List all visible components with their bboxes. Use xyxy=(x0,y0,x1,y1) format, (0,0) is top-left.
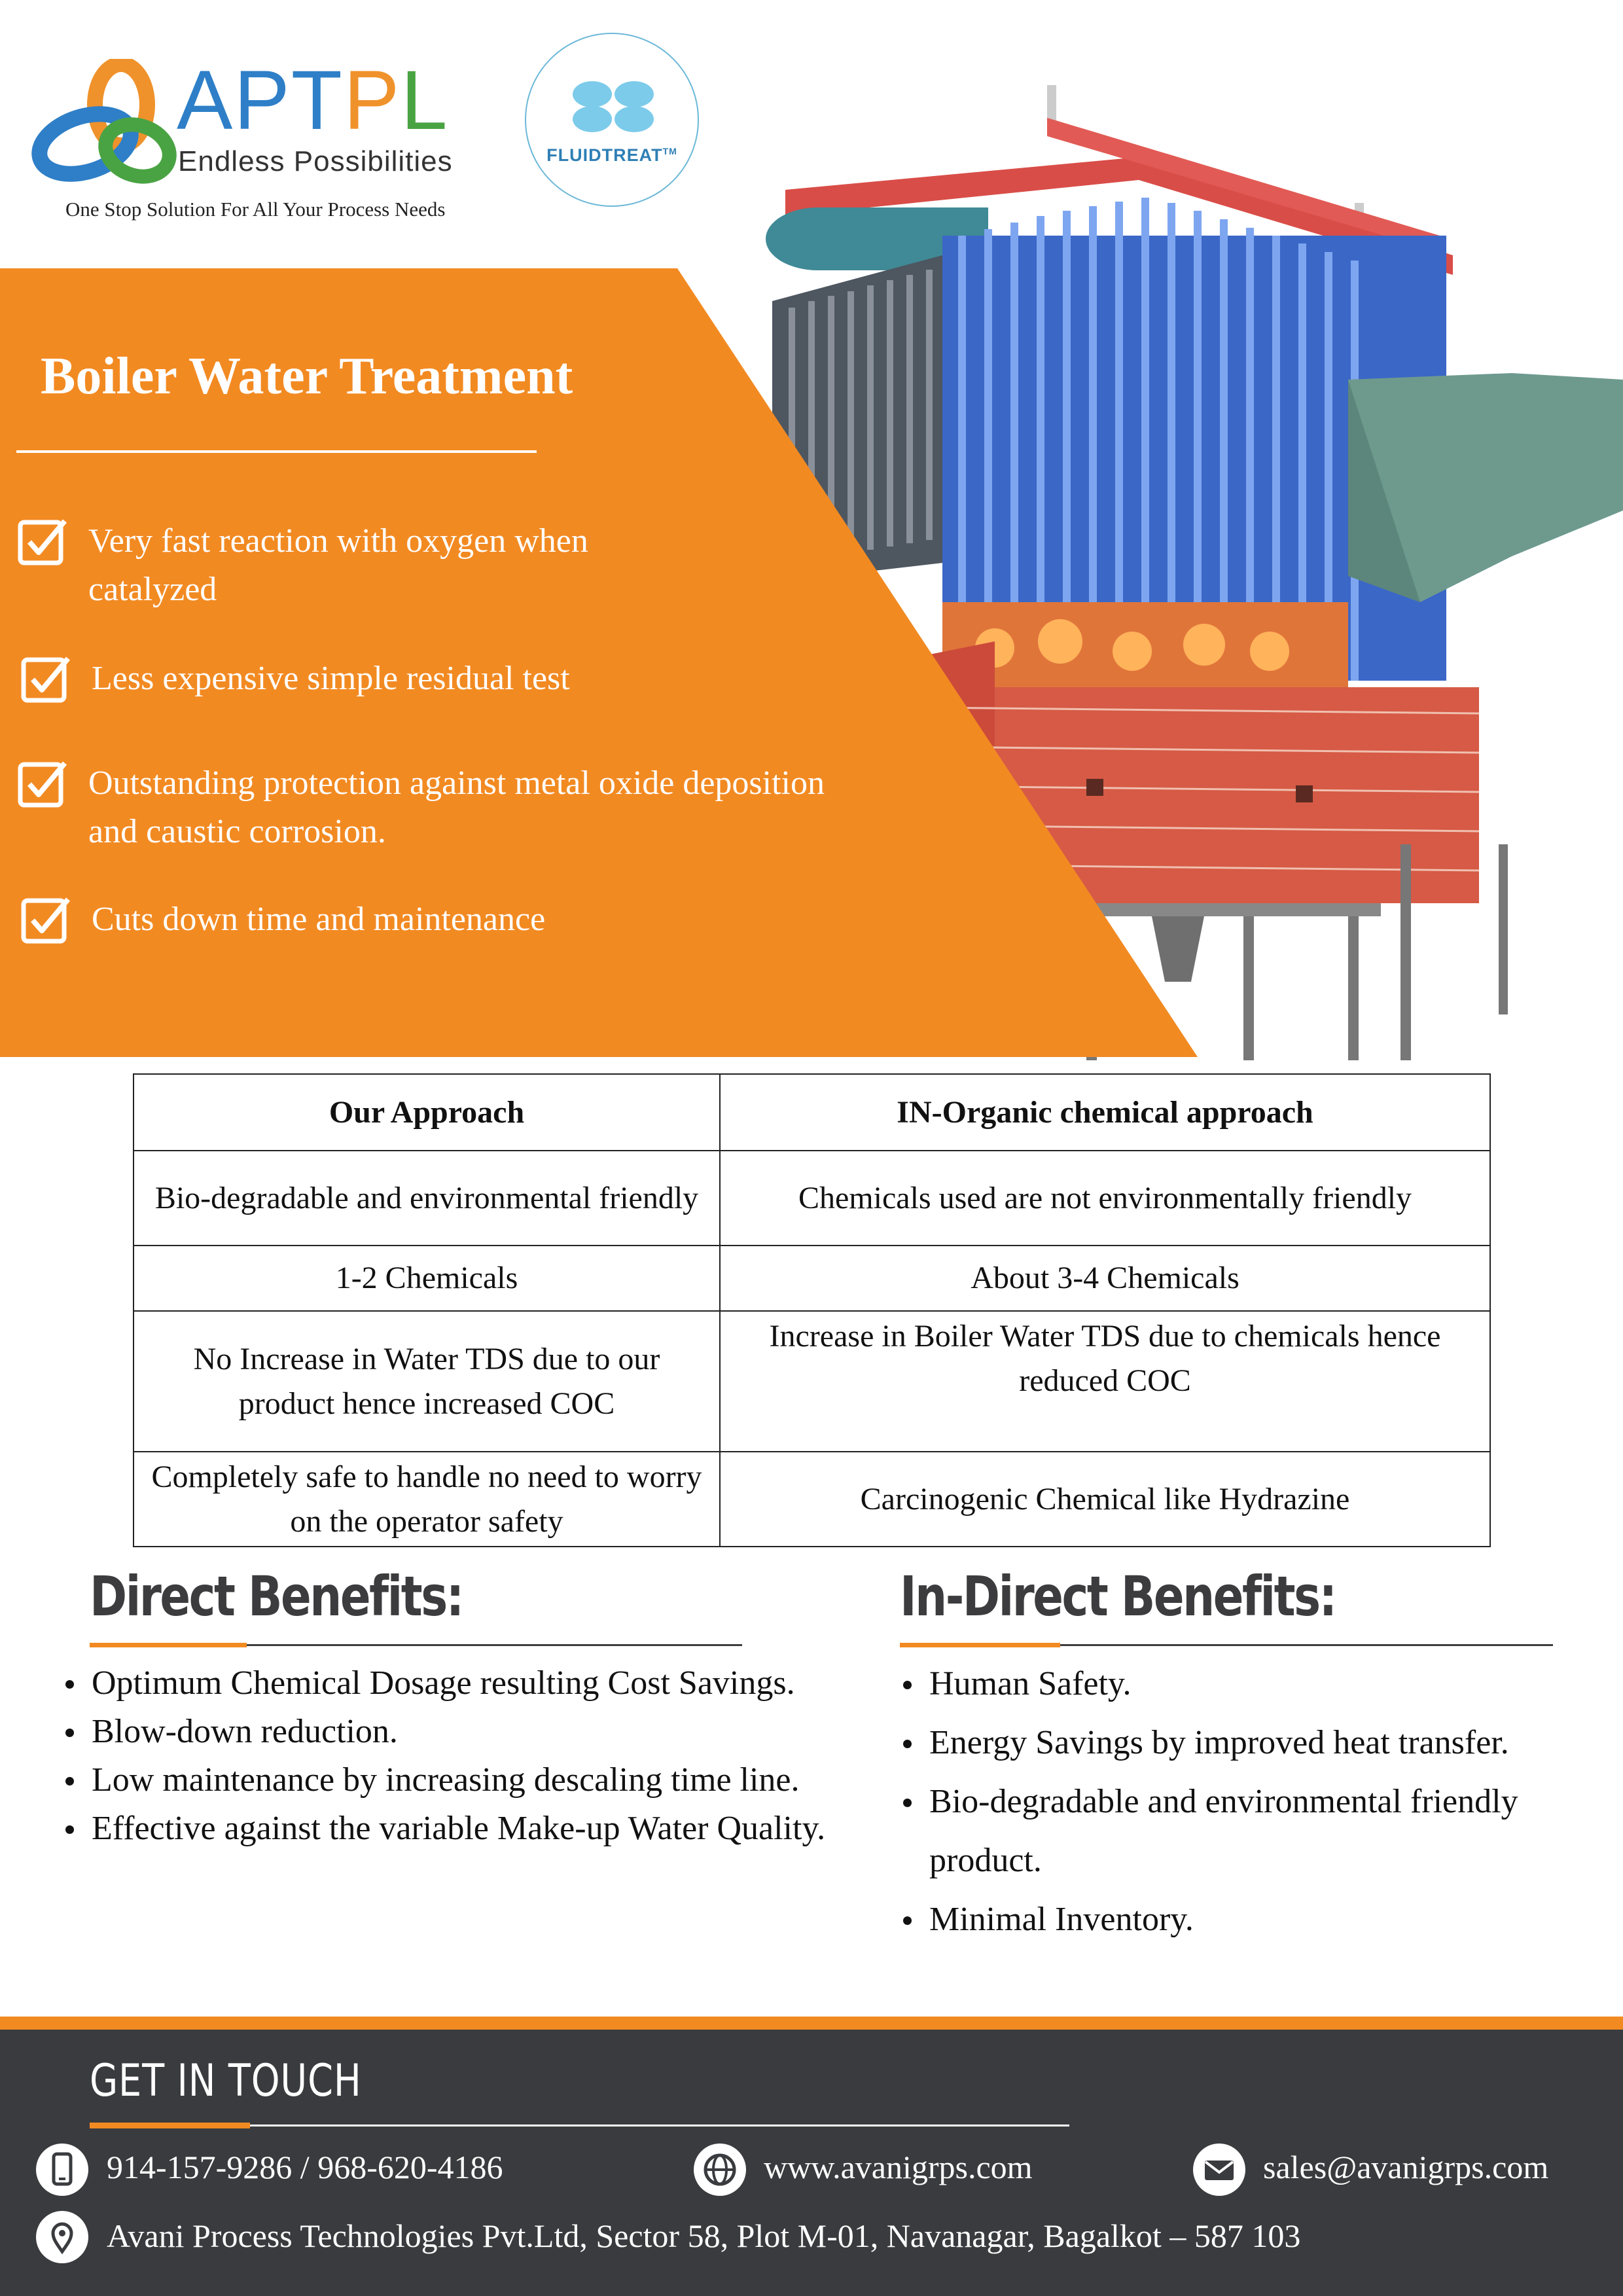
mail-icon xyxy=(1193,2144,1245,2196)
comparison-table xyxy=(133,1073,1491,1547)
brand-tagline: Endless Possibilities xyxy=(178,145,453,177)
column-header-our-approach: Our Approach xyxy=(134,1074,720,1151)
table-cell: Increase in Boiler Water TDS due to chemicals hence reduced COC xyxy=(720,1311,1490,1452)
checkbox-checked-icon xyxy=(16,516,69,568)
table-row xyxy=(134,1151,1490,1246)
feature-item xyxy=(20,655,570,706)
get-in-touch-heading: GET IN TOUCH xyxy=(90,2055,362,2107)
direct-benefits-list xyxy=(65,1659,838,1853)
table-row xyxy=(134,1246,1490,1311)
table-cell: Bio-degradable and environmental friendly xyxy=(134,1151,720,1246)
table-row xyxy=(134,1452,1490,1547)
aptpl-logo xyxy=(26,52,484,229)
fluidtreat-petal-icon xyxy=(567,73,659,139)
email-link[interactable]: sales@avanigrps.com xyxy=(1263,2149,1549,2185)
phone-numbers[interactable]: 914-157-9286 / 968-620-4186 xyxy=(107,2149,503,2185)
list-item: Effective against the variable Make-up Water Quality. xyxy=(65,1804,838,1853)
get-in-touch-divider xyxy=(90,2125,1069,2126)
table-cell: Chemicals used are not environmentally friendly xyxy=(720,1151,1490,1246)
list-item: Human Safety. xyxy=(903,1655,1531,1713)
table-header-row xyxy=(134,1074,1490,1151)
table-cell: Completely safe to handle no need to worry on the operator safety xyxy=(134,1452,720,1547)
list-item: Blow-down reduction. xyxy=(65,1708,838,1756)
feature-text: Very fast reaction with oxygen when catalyzed xyxy=(88,522,588,608)
table-cell: 1-2 Chemicals xyxy=(134,1246,720,1311)
direct-benefits-divider xyxy=(90,1644,742,1646)
table-row xyxy=(134,1311,1490,1452)
list-item: Energy Savings by improved heat transfer. xyxy=(903,1713,1531,1772)
phone-icon xyxy=(36,2144,88,2196)
indirect-benefits-heading: In-Direct Benefits: xyxy=(900,1564,1336,1628)
list-item: Minimal Inventory. xyxy=(903,1890,1531,1949)
indirect-benefits-list xyxy=(903,1655,1531,1949)
feature-text: Outstanding protection against metal oxide deposition and caustic corrosion. xyxy=(88,764,825,850)
aptpl-logo-mark-icon xyxy=(29,59,180,190)
title-divider xyxy=(16,450,537,453)
feature-text: Cuts down time and maintenance xyxy=(92,901,546,938)
page-title: Boiler Water Treatment xyxy=(41,348,573,405)
column-header-inorganic-approach: IN-Organic chemical approach xyxy=(720,1074,1490,1151)
checkbox-checked-icon xyxy=(16,758,69,810)
footer-accent-line xyxy=(0,2017,1623,2030)
table-cell: Carcinogenic Chemical like Hydrazine xyxy=(720,1452,1490,1547)
checkbox-checked-icon xyxy=(20,894,72,946)
feature-item xyxy=(16,517,588,614)
address-text: Avani Process Technologies Pvt.Ltd, Sector 58, Plot M-01, Navanagar, Bagalkot – 587 103 xyxy=(107,2217,1301,2254)
brand-subtitle: One Stop Solution For All Your Process Needs xyxy=(65,198,446,221)
feature-item xyxy=(20,895,545,946)
direct-benefits-heading: Direct Benefits: xyxy=(90,1564,463,1628)
feature-item xyxy=(16,759,825,856)
brand-name: APTPL xyxy=(177,54,449,147)
globe-icon xyxy=(694,2144,746,2196)
list-item: Low maintenance by increasing descaling time line. xyxy=(65,1756,838,1804)
checkbox-checked-icon xyxy=(20,653,72,706)
table-cell: No Increase in Water TDS due to our product hence increased COC xyxy=(134,1311,720,1452)
list-item: Optimum Chemical Dosage resulting Cost Savings. xyxy=(65,1659,838,1708)
fluidtreat-logo xyxy=(525,33,699,207)
table-cell: About 3-4 Chemicals xyxy=(720,1246,1490,1311)
list-item: Bio-degradable and environmental friendly product. xyxy=(903,1772,1531,1890)
feature-text: Less expensive simple residual test xyxy=(92,660,570,697)
website-link[interactable]: www.avanigrps.com xyxy=(764,2149,1033,2185)
fluidtreat-name: FLUIDTREAT™ xyxy=(546,145,677,165)
indirect-benefits-divider xyxy=(900,1644,1553,1646)
location-icon xyxy=(36,2211,88,2263)
